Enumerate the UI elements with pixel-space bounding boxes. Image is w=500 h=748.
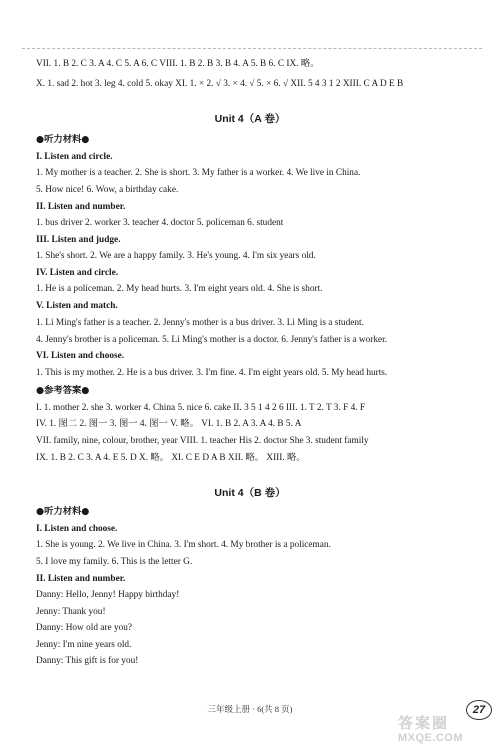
unit-a-section-4-line: 1. He is a policeman. 2. My head hurts. 3. I'm eight years old. 4. She is short. — [36, 284, 323, 294]
watermark-line-2: MXQE.COM — [398, 732, 464, 744]
unit-a-section-3-line: 1. She's short. 2. We are a happy family. 3. He's young. 4. I'm six years old. — [36, 251, 316, 261]
unit-a-answer-line: IX. 1. B 2. C 3. A 4. E 5. D X. 略。 XI. C E D A B XII. 略。 XIII. 略。 — [36, 453, 306, 463]
dialogue-line: Danny: How old are you? — [36, 623, 133, 633]
unit-a-section-6-line: 1. This is my mother. 2. He is a bus driver. 3. I'm fine. 4. I'm eight years old. 5. My head hurts. — [36, 368, 388, 378]
unit-b-section-2-heading: II. Listen and number. — [36, 574, 126, 584]
unit-b-listening-header: ●听力材料● — [36, 506, 90, 517]
unit-a-answer-line: IV. 1. 图二 2. 图一 3. 图一 4. 图一 V. 略。 VI. 1. B 2. A 3. A 4. B 5. A — [36, 419, 302, 429]
dialogue-line: Danny: Hello, Jenny! Happy birthday! — [36, 590, 180, 600]
dialogue-line: Jenny: I'm nine years old. — [36, 640, 132, 650]
unit-a-section-4-heading: IV. Listen and circle. — [36, 268, 119, 278]
unit-b-section-1-line: 1. She is young. 2. We live in China. 3. I'm short. 4. My brother is a policeman. — [36, 540, 331, 550]
unit-a-section-3-heading: III. Listen and judge. — [36, 235, 121, 245]
watermark-line-1: 答案圈 — [398, 715, 450, 732]
prev-answers-line-2: X. 1. sad 2. hot 3. leg 4. cold 5. okay XI. 1. × 2. √ 3. × 4. √ 5. × 6. √ XII. 5 4 3 1 2 XIII. C A D E B — [36, 79, 404, 89]
dialogue-line: Danny: This gift is for you! — [36, 656, 139, 666]
page-number-badge: 27 — [466, 700, 492, 720]
unit-a-section-6-heading: VI. Listen and choose. — [36, 351, 125, 361]
dialogue-line: Jenny: Thank you! — [36, 607, 106, 617]
unit-a-section-2-line: 1. bus driver 2. worker 3. teacher 4. doctor 5. policeman 6. student — [36, 218, 284, 228]
unit-a-answers-header: ●参考答案● — [36, 385, 90, 396]
unit-a-section-1-heading: I. Listen and circle. — [36, 152, 113, 162]
top-dashed-rule — [22, 48, 482, 49]
unit-a-section-2-heading: II. Listen and number. — [36, 202, 126, 212]
unit-a-section-1-line: 1. My mother is a teacher. 2. She is short. 3. My father is a worker. 4. We live in China. — [36, 168, 361, 178]
unit-a-section-5-line: 4. Jenny's brother is a policeman. 5. Li Ming's mother is a doctor. 6. Jenny's father is a worker. — [36, 335, 388, 345]
unit-b-section-1-heading: I. Listen and choose. — [36, 524, 118, 534]
unit-b-section-1-line: 5. I love my family. 6. This is the letter G. — [36, 557, 193, 567]
site-watermark — [398, 716, 498, 746]
unit-a-answer-line: I. 1. mother 2. she 3. worker 4. China 5. nice 6. cake II. 3 5 1 4 2 6 III. 1. T 2. T 3. F 4. F — [36, 403, 366, 413]
unit-a-section-1-line: 5. How nice! 6. Wow, a birthday cake. — [36, 185, 179, 195]
unit-a-answer-line: VII. family, nine, colour, brother, year VIII. 1. teacher His 2. doctor She 3. student family — [36, 436, 369, 446]
prev-answers-line-1: VII. 1. B 2. C 3. A 4. C 5. A 6. C VIII. 1. B 2. B 3. B 4. A 5. B 6. C IX. 略。 — [36, 59, 320, 69]
unit-a-section-5-heading: V. Listen and match. — [36, 301, 118, 311]
unit-a-listening-header: ●听力材料● — [36, 134, 90, 145]
unit-b-title: Unit 4（B 卷） — [214, 487, 286, 499]
unit-a-section-5-line: 1. Li Ming's father is a teacher. 2. Jenny's mother is a bus driver. 3. Li Ming is a student. — [36, 318, 364, 328]
unit-a-title: Unit 4（A 卷） — [214, 113, 286, 125]
page-footer: 三年级上册 · 6(共 8 页) — [207, 704, 293, 714]
